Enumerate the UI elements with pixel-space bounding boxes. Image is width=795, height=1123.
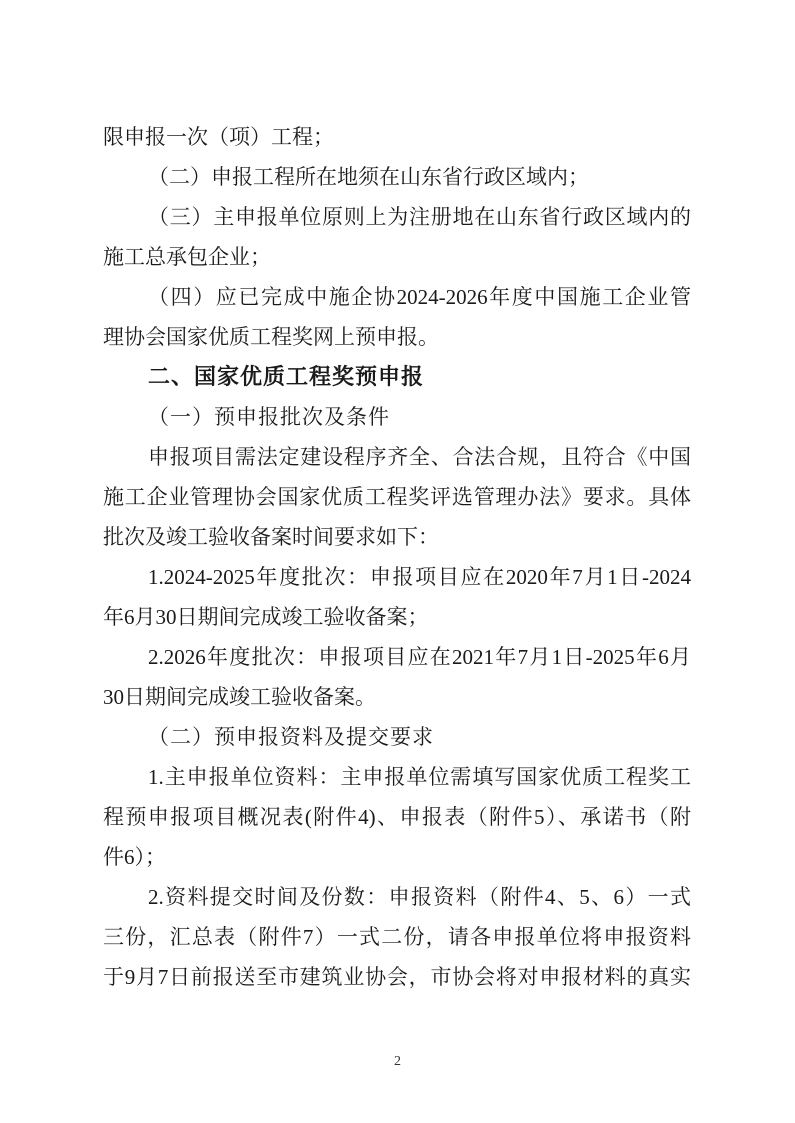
text-line: 30日期间完成竣工验收备案。 (103, 685, 376, 709)
subsection-heading: （二）预申报资料及提交要求 (148, 725, 434, 749)
section-heading: 二、国家优质工程奖预申报 (148, 364, 425, 389)
text-line: 申报项目需法定建设程序齐全、合法合规，且符合《中国 (148, 445, 691, 469)
text-line: 三份，汇总表（附件7）一式二份，请各申报单位将申报资料 (103, 925, 691, 949)
text-line: （二）申报工程所在地须在山东省行政区域内； (148, 165, 589, 189)
text-line: 件6）； (103, 845, 166, 869)
text-line: 程预申报项目概况表(附件4)、申报表（附件5）、承诺书（附 (103, 805, 691, 829)
text-line: 1.主申报单位资料：主申报单位需填写国家优质工程奖工 (148, 765, 691, 789)
document-body (103, 117, 691, 997)
text-line: 批次及竣工验收备案时间要求如下： (103, 525, 439, 549)
text-line: （三）主申报单位原则上为注册地在山东省行政区域内的 (148, 205, 691, 229)
text-line: 理协会国家优质工程奖网上预申报。 (103, 325, 439, 349)
text-line: 2.资料提交时间及份数：申报资料（附件4、5、6）一式 (148, 885, 691, 909)
text-line: 2.2026年度批次：申报项目应在2021年7月1日-2025年6月 (148, 645, 691, 669)
text-line: 于9月7日前报送至市建筑业协会，市协会将对申报材料的真实 (103, 965, 691, 989)
subsection-heading: （一）预申报批次及条件 (148, 405, 390, 429)
text-line: 1.2024-2025年度批次：申报项目应在2020年7月1日-2024 (148, 565, 691, 589)
text-line: （四）应已完成中施企协2024-2026年度中国施工企业管 (148, 285, 691, 309)
page-footer (0, 1052, 795, 1072)
page-number: 2 (394, 1054, 401, 1069)
text-line: 年6月30日期间完成竣工验收备案； (103, 605, 429, 629)
text-line: 施工企业管理协会国家优质工程奖评选管理办法》要求。具体 (103, 485, 691, 509)
text-line: 限申报一次（项）工程； (103, 125, 334, 149)
text-line: 施工总承包企业； (103, 245, 271, 269)
